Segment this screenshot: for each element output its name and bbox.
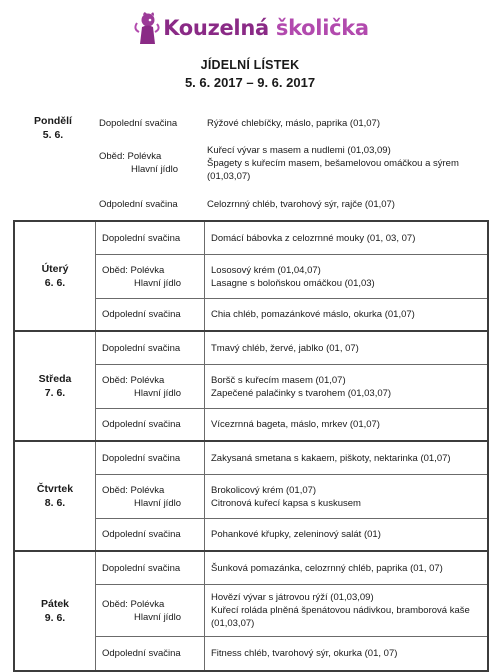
day-date: 9. 6. xyxy=(44,612,66,624)
day-date: 7. 6. xyxy=(44,387,66,399)
meal-content: Fitness chléb, tvarohový sýr, okurka (01, 07) xyxy=(204,637,487,670)
main-dish: Špagety s kuřecím masem, bešamelovou omáčkou a sýrem (01,03,07) xyxy=(207,157,459,182)
row-lunch xyxy=(95,584,487,636)
meal-label: Oběd: Polévka Hlavní jídlo xyxy=(102,598,181,623)
day-label xyxy=(15,442,95,550)
day-name: Pondělí xyxy=(34,115,72,127)
meal-label: Dopolední svačina xyxy=(102,342,181,354)
soup: Hovězí vývar s játrovou rýží (01,03,09) xyxy=(211,592,374,603)
row-morning-snack xyxy=(93,108,489,138)
meal-label: Oběd: Polévka Hlavní jídlo xyxy=(102,264,181,289)
meal-label: Oběd: Polévka Hlavní jídlo xyxy=(102,484,181,509)
day-thursday xyxy=(13,442,489,552)
row-morning-snack xyxy=(95,442,487,474)
meal-content: Domácí bábovka z celozrnné mouky (01, 03, 07) xyxy=(204,222,487,254)
fairy-mascot-icon xyxy=(131,11,161,45)
meal-content: Šunková pomazánka, celozrnný chléb, paprika (01, 07) xyxy=(204,552,487,584)
main-dish: Lasagne s boloňskou omáčkou (01,03) xyxy=(211,277,375,289)
main-dish: Zapečené palačinky s tvarohem (01,03,07) xyxy=(211,387,392,399)
day-name: Čtvrtek xyxy=(36,483,74,495)
meal-content xyxy=(204,255,487,298)
meal-label: Dopolední svačina xyxy=(99,117,178,129)
row-afternoon-snack xyxy=(95,518,487,550)
meal-content xyxy=(204,475,487,518)
soup: Brokolicový krém (01,07) xyxy=(211,484,317,496)
day-tuesday xyxy=(13,222,489,332)
row-morning-snack xyxy=(95,552,487,584)
soup: Kuřecí vývar s masem a nudlemi (01,03,09) xyxy=(207,144,391,156)
day-label xyxy=(13,108,93,220)
meal-label: Odpolední svačina xyxy=(102,529,181,540)
meal-label: Oběd: Polévka Hlavní jídlo xyxy=(102,374,181,399)
row-lunch xyxy=(95,364,487,408)
day-label xyxy=(15,552,95,670)
meal-content: Zakysaná smetana s kakaem, piškoty, nektarinka (01,07) xyxy=(204,442,487,474)
meal-label: Dopolední svačina xyxy=(102,562,181,574)
main-dish: Citronová kuřecí kapsa s kuskusem xyxy=(211,497,361,509)
menu-header xyxy=(0,58,500,90)
main-dish: Kuřecí roláda plněná špenátovou nádivkou, bramborová kaše (01,03,07) xyxy=(211,605,470,629)
meal-label: Oběd: Polévka Hlavní jídlo xyxy=(99,151,178,175)
meal-content: Tmavý chléb, žervé, jablko (01, 07) xyxy=(204,332,487,364)
day-label xyxy=(15,222,95,330)
meal-content xyxy=(204,585,487,636)
meal-content xyxy=(201,138,489,188)
meal-label: Odpolední svačina xyxy=(102,309,181,320)
brand-name: Kouzelná školička xyxy=(163,16,369,40)
meal-label: Odpolední svačina xyxy=(99,198,178,210)
soup: Lososový krém (01,04,07) xyxy=(211,264,321,276)
row-morning-snack xyxy=(95,332,487,364)
day-date: 6. 6. xyxy=(44,277,66,289)
soup: Boršč s kuřecím masem (01,07) xyxy=(211,374,346,386)
row-lunch xyxy=(95,254,487,298)
day-name: Středa xyxy=(38,373,72,385)
day-date: 5. 6. xyxy=(42,129,64,141)
meal-content: Rýžové chlebíčky, máslo, paprika (01,07) xyxy=(207,117,381,129)
row-afternoon-snack xyxy=(95,298,487,330)
row-lunch xyxy=(95,474,487,518)
meal-content: Pohankové křupky, zeleninový salát (01) xyxy=(204,519,487,550)
day-date: 8. 6. xyxy=(44,497,66,509)
page-title: JÍDELNÍ LÍSTEK xyxy=(200,58,300,72)
day-name: Úterý xyxy=(41,263,69,275)
meal-content: Celozrnný chléb, tvarohový sýr, rajče (01,07) xyxy=(207,198,395,210)
day-monday xyxy=(13,108,489,222)
row-afternoon-snack xyxy=(95,408,487,440)
date-range: 5. 6. 2017 – 9. 6. 2017 xyxy=(184,75,316,90)
meal-content xyxy=(204,365,487,408)
logo xyxy=(0,8,500,48)
day-name: Pátek xyxy=(40,598,70,610)
meal-content: Chia chléb, pomazánkové máslo, okurka (01,07) xyxy=(204,299,487,330)
meal-label: Dopolední svačina xyxy=(102,452,181,464)
row-afternoon-snack xyxy=(93,188,489,220)
day-wednesday xyxy=(13,332,489,442)
meal-label: Odpolední svačina xyxy=(102,648,181,659)
day-friday xyxy=(13,552,489,672)
row-lunch xyxy=(93,138,489,188)
row-morning-snack xyxy=(95,222,487,254)
day-label xyxy=(15,332,95,440)
meal-label: Odpolední svačina xyxy=(102,419,181,430)
meal-content: Vícezrnná bageta, máslo, mrkev (01,07) xyxy=(204,409,487,440)
meal-label: Dopolední svačina xyxy=(102,232,181,244)
menu-table xyxy=(13,108,489,672)
row-afternoon-snack xyxy=(95,636,487,670)
